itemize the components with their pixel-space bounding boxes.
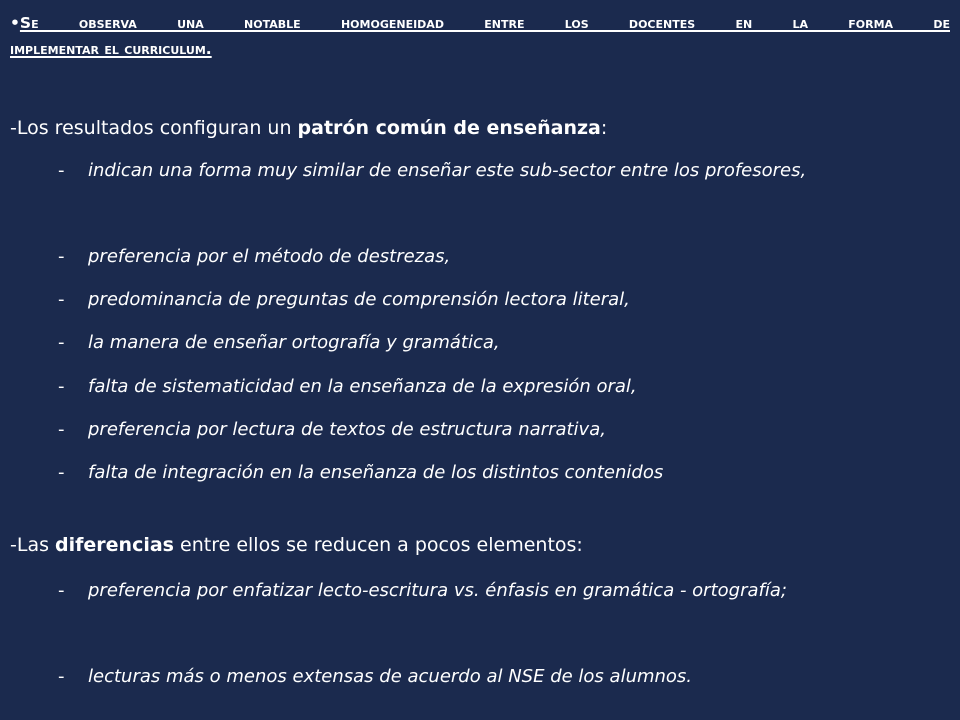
list-item <box>58 150 950 191</box>
section1-suffix: : <box>600 117 608 139</box>
list-item <box>58 656 950 697</box>
list-dash: - <box>58 419 65 440</box>
list-dash: - <box>58 160 65 181</box>
list-item-text: preferencia por enfatizar lecto-escritura vs. énfasis en gramática - ortografía; <box>88 580 787 601</box>
section1-bold-term: patrón común de enseñanza <box>297 117 601 139</box>
heading-line-1: Se observa una notable homogeneidad entre los docentes en la forma de <box>19 14 950 32</box>
list-item-text: indican una forma muy similar de enseñar este sub-sector entre los profesores, <box>88 160 807 181</box>
section2-bold-term: diferencias <box>55 534 174 556</box>
section2-intro <box>10 531 583 559</box>
section1-prefix: -Los resultados configuran un <box>10 117 298 139</box>
section2-suffix: entre ellos se reducen a pocos elementos: <box>174 534 583 556</box>
section1-intro <box>10 114 607 142</box>
section2-prefix: -Las <box>10 534 56 556</box>
list-item-text: predominancia de preguntas de comprensión lectora literal, <box>88 289 630 310</box>
list-item <box>58 409 950 450</box>
list-item <box>58 570 950 611</box>
list-dash: - <box>58 289 65 310</box>
list-item-text: falta de integración en la enseñanza de los distintos contenidos <box>88 462 664 483</box>
list-dash: - <box>58 332 65 353</box>
list-item-text: preferencia por lectura de textos de estructura narrativa, <box>88 419 606 440</box>
list-item-text: la manera de enseñar ortografía y gramática, <box>88 332 500 353</box>
heading-bullet: • <box>10 14 20 32</box>
list-item-text: lecturas más o menos extensas de acuerdo al NSE de los alumnos. <box>88 666 693 687</box>
list-dash: - <box>58 246 65 267</box>
list-item <box>58 366 950 407</box>
list-item-text: preferencia por el método de destrezas, <box>88 246 451 267</box>
list-item <box>58 452 950 493</box>
list-item <box>58 236 950 277</box>
slide-heading <box>10 10 950 62</box>
list-item-text: falta de sistematicidad en la enseñanza de la expresión oral, <box>88 376 637 397</box>
list-dash: - <box>58 462 65 483</box>
list-dash: - <box>58 376 65 397</box>
heading-line-2: implementar el curriculum. <box>10 40 212 58</box>
list-dash: - <box>58 580 65 601</box>
list-item <box>58 322 950 363</box>
list-item <box>58 279 950 320</box>
list-dash: - <box>58 666 65 687</box>
